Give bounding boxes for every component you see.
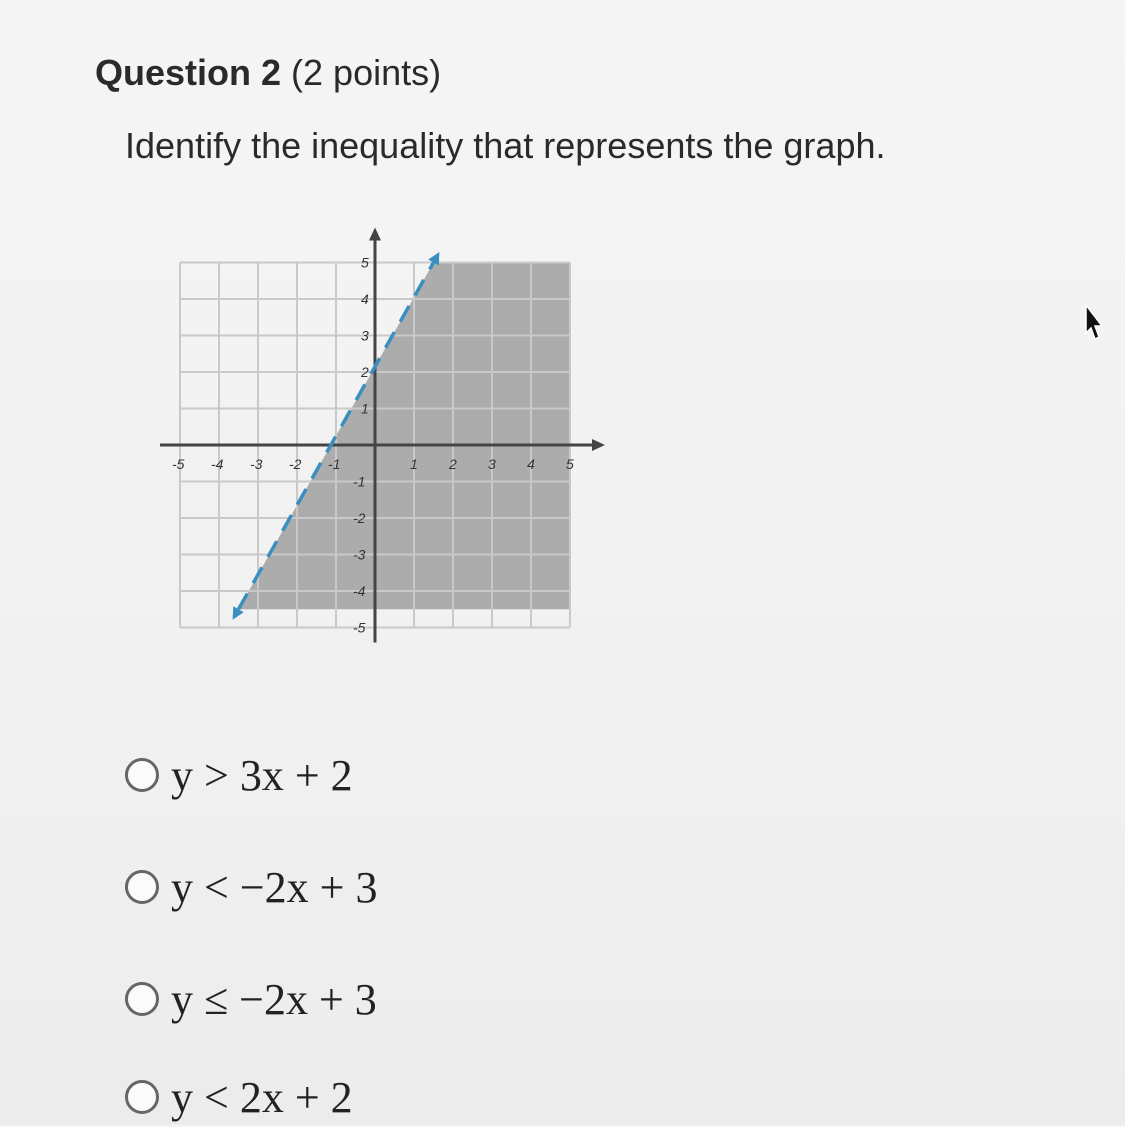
graph-svg [150, 210, 620, 660]
x-tick-label: -3 [250, 456, 263, 472]
x-tick-label: 3 [488, 456, 496, 472]
answer-option-1[interactable] [125, 745, 353, 805]
x-tick-label: -1 [328, 456, 341, 472]
answer-label-2: y < −2x + 3 [171, 862, 378, 912]
answer-option-2[interactable] [125, 857, 377, 917]
answer-label-3: y ≤ −2x + 3 [171, 974, 377, 1024]
answer-label-1: y > 3x + 2 [171, 750, 353, 800]
question-title: Question 2 [95, 52, 282, 93]
radio-button-3[interactable] [125, 982, 159, 1016]
radio-button-1[interactable] [125, 758, 159, 792]
y-tick-label: 3 [361, 327, 369, 344]
question-prompt: Identify the inequality that represents the graph. [125, 125, 886, 166]
question-header [95, 52, 441, 94]
answer-option-3[interactable] [125, 969, 377, 1029]
inequality-graph [150, 210, 620, 660]
x-tick-label: -2 [289, 456, 302, 472]
mouse-pointer-icon [1078, 303, 1104, 343]
x-tick-label: 2 [449, 456, 457, 472]
y-tick-label: -1 [353, 473, 366, 490]
y-tick-label: -5 [353, 619, 366, 636]
answer-option-4[interactable] [125, 1067, 353, 1127]
y-tick-label: -3 [353, 546, 366, 563]
x-tick-label: 5 [566, 456, 574, 472]
x-tick-label: -4 [211, 456, 224, 472]
x-tick-label: -5 [172, 456, 185, 472]
y-tick-label: 5 [361, 254, 369, 271]
x-tick-label: 4 [527, 456, 535, 472]
y-tick-label: 1 [361, 400, 369, 417]
y-tick-label: -2 [353, 510, 366, 526]
y-tick-label: 4 [361, 291, 369, 307]
x-axis-arrow [592, 439, 605, 451]
radio-button-2[interactable] [125, 870, 159, 904]
y-tick-label: -4 [353, 583, 366, 599]
answer-label-4: y < 2x + 2 [171, 1072, 353, 1122]
radio-button-4[interactable] [125, 1080, 159, 1114]
y-axis-arrow [369, 228, 381, 241]
y-tick-label: 2 [361, 364, 369, 380]
question-points: (2 points) [291, 52, 442, 93]
x-tick-label: 1 [410, 456, 418, 472]
